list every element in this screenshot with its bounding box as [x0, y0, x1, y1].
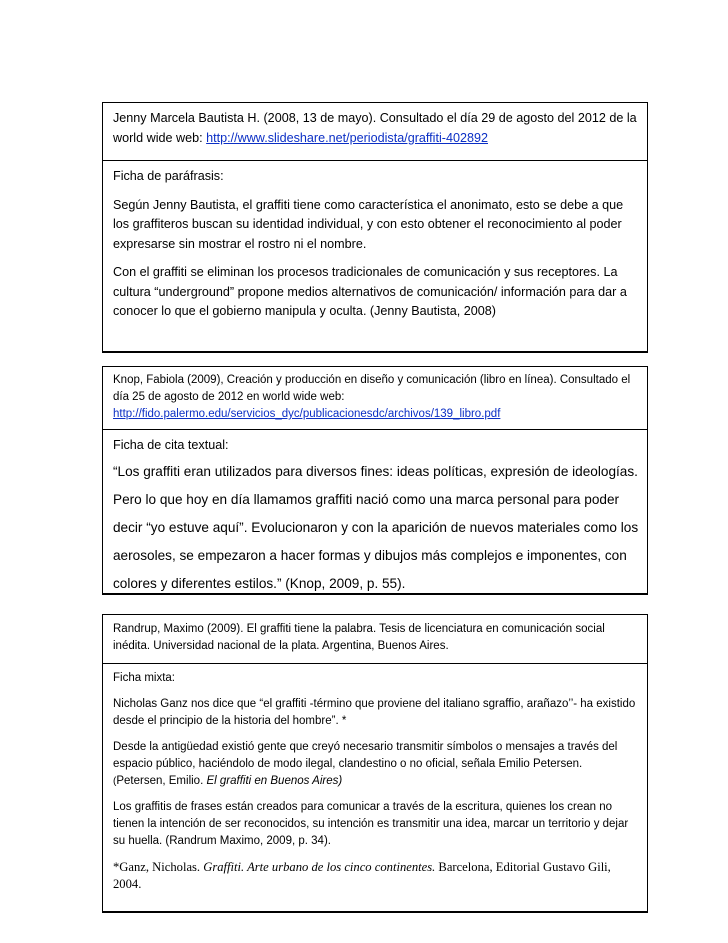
ficha-body: [103, 663, 647, 899]
footnote-rest: Barcelona, Editorial Gustavo Gili, 2004.: [113, 860, 611, 891]
reference-link[interactable]: http://www.slideshare.net/periodista/graffiti-402892: [206, 130, 488, 145]
ficha-cita-textual: [102, 366, 648, 594]
ficha-mixta: [102, 614, 648, 912]
ficha-type-label: Ficha de cita textual:: [113, 438, 229, 452]
ficha-body: [103, 160, 647, 328]
footnote-title: Graffiti. Arte urbano de los cinco continentes.: [203, 860, 436, 874]
citation-author: Petersen, Emilio.: [116, 775, 207, 787]
ficha-reference: [103, 103, 647, 160]
footnote: [113, 859, 639, 893]
paragraph-2-text: Desde la antigüedad existió gente que creyó necesario transmitir símbolos o mensajes a través del espacio público, haciéndolo de modo ilegal, clandestino o no oficial, señala Emilio Petersen.: [113, 741, 618, 770]
paragraph-2: [113, 739, 639, 790]
paragraph-2: Con el graffiti se eliminan los procesos tradicionales de comunicación y sus receptores. La cultura “underground” propone medios alternativos de comunicación/ información para dar a conocer lo que el gobierno manipula y oculta. (Jenny Bautista, 2008): [113, 265, 627, 318]
reference-link[interactable]: http://fido.palermo.edu/servicios_dyc/publicacionesdc/archivos/139_libro.pdf: [113, 408, 501, 420]
citation-open: (: [113, 776, 117, 787]
ficha-type-label: Ficha de paráfrasis:: [113, 169, 224, 183]
citation-title: El graffiti en Buenos Aires): [206, 775, 343, 787]
reference-text: Knop, Fabiola (2009), Creación y producción en diseño y comunicación (libro en línea). Consultado el día 25 de agosto de 2012 en world wide web:: [113, 374, 631, 403]
paragraph-1: Según Jenny Bautista, el graffiti tiene como característica el anonimato, esto se debe a que los graffiteros buscan su identidad individual, y con esto obtener el reconocimiento al poder expresarse sin mostrar el rostro ni el nombre.: [113, 197, 624, 251]
ficha-reference: [103, 615, 647, 663]
reference-text: Randrup, Maximo (2009). El graffiti tiene la palabra. Tesis de licenciatura en comunicación social inédita. Universidad nacional de la plata. Argentina, Buenos Aires.: [113, 623, 605, 652]
paragraph-3: Los graffitis de frases están creados para comunicar a través de la escritura, quienes los crean no tienen la intención de ser reconocidos, su intención es transmitir una idea, marcar un territorio y dejar su huella. (Randrum Maximo, 2009, p. 34).: [113, 801, 629, 847]
paragraph-1: Nicholas Ganz nos dice que “el graffiti -término que proviene del italiano sgraffio, arañazo’’- ha existido desde el principio de la historia del hombre”. *: [113, 698, 636, 727]
ficha-parafrasis: [102, 102, 648, 352]
reference-text: Jenny Marcela Bautista H. (2008, 13 de mayo). Consultado el día 29 de agosto del 2012 de la world wide web:: [113, 111, 637, 145]
quote-paragraph: “Los graffiti eran utilizados para diversos fines: ideas políticas, expresión de ideologías. Pero lo que hoy en día llamamos graffiti nació como una marca personal para poder decir “yo estuve aquí”. Evolucionaron y con la aparición de nuevos materiales como los aerosoles, se empezaron a hacer formas y dibujos más complejos e imponentes, con colores y diferentes estilos.” (Knop, 2009, p. 55).: [113, 464, 639, 591]
ficha-body: [103, 429, 647, 604]
footnote-author: *Ganz, Nicholas.: [113, 860, 204, 874]
ficha-type-label: Ficha mixta:: [113, 672, 175, 684]
ficha-reference: [103, 367, 647, 429]
